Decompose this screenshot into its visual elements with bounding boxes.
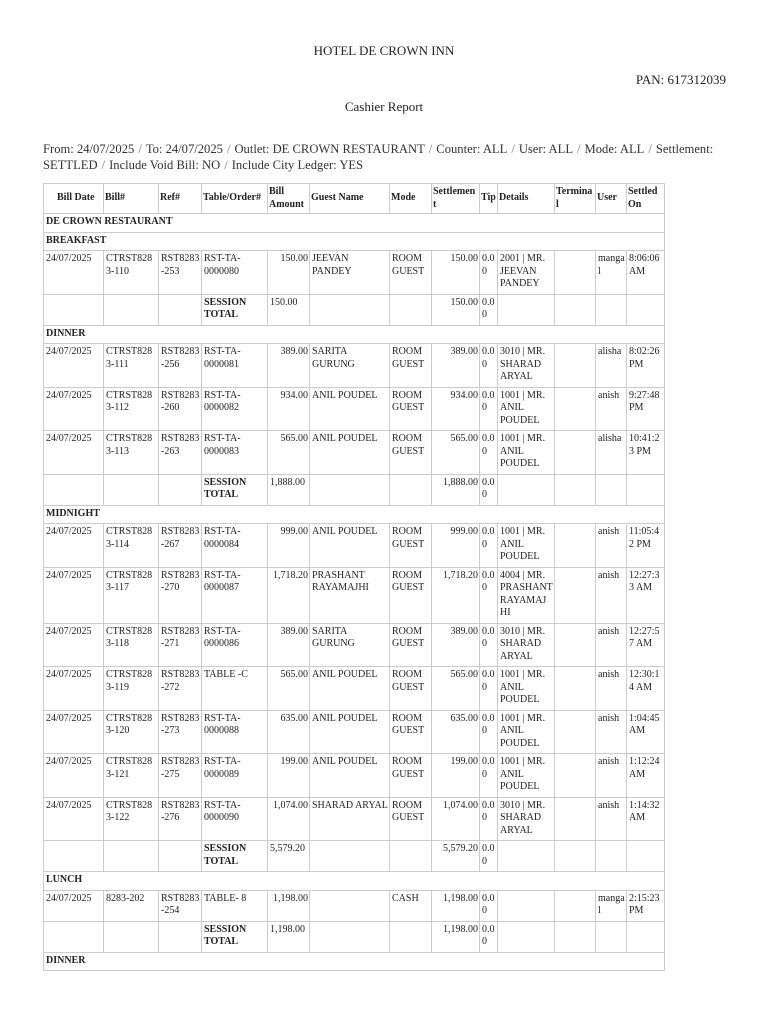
- cell-bill-amount: 1,198.00: [268, 890, 310, 921]
- cell-table-order: RST-TA-0000080: [202, 251, 268, 295]
- session-total-label: SESSION TOTAL: [202, 474, 268, 505]
- cell-tip: 0.00: [480, 797, 498, 841]
- table-header-row: [44, 184, 665, 214]
- cell-bill-amount: 199.00: [268, 754, 310, 798]
- cell-settlement: 635.00: [432, 710, 480, 754]
- empty-cell: [104, 294, 159, 325]
- table-row: [44, 754, 665, 798]
- cell-details: 1001 | MR. ANIL POUDEL: [498, 710, 555, 754]
- cell-bill-amount: 565.00: [268, 431, 310, 475]
- cell-mode: CASH: [390, 890, 432, 921]
- cell-settlement: 1,198.00: [432, 890, 480, 921]
- cell-guest-name: ANIL POUDEL: [310, 667, 390, 711]
- cell-bill-amount: 1,074.00: [268, 797, 310, 841]
- session-total-tip: 0.00: [480, 921, 498, 952]
- empty-cell: [44, 841, 104, 872]
- cell-settlement: 199.00: [432, 754, 480, 798]
- empty-cell: [44, 474, 104, 505]
- cell-table-order: RST-TA-0000088: [202, 710, 268, 754]
- empty-cell: [555, 921, 596, 952]
- cell-ref-number: RST8283-276: [159, 797, 202, 841]
- cell-bill-date: 24/07/2025: [44, 344, 104, 388]
- cell-details: 1001 | MR. ANIL POUDEL: [498, 667, 555, 711]
- table-row: [44, 567, 665, 623]
- table-row: [44, 710, 665, 754]
- cell-settlement: 150.00: [432, 251, 480, 295]
- cell-details: 2001 | MR. JEEVAN PANDEY: [498, 251, 555, 295]
- cell-bill-date: 24/07/2025: [44, 251, 104, 295]
- cell-bill-number: CTRST8283-121: [104, 754, 159, 798]
- cell-bill-date: 24/07/2025: [44, 567, 104, 623]
- session-total-tip: 0.00: [480, 841, 498, 872]
- empty-cell: [498, 294, 555, 325]
- table-row: [44, 251, 665, 295]
- empty-cell: [555, 474, 596, 505]
- cell-tip: 0.00: [480, 387, 498, 431]
- empty-cell: [555, 294, 596, 325]
- cell-table-order: RST-TA-0000084: [202, 524, 268, 568]
- cell-bill-number: CTRST8283-120: [104, 710, 159, 754]
- cell-settlement: 565.00: [432, 431, 480, 475]
- session-total-label: SESSION TOTAL: [202, 841, 268, 872]
- cell-user: anish: [596, 623, 627, 667]
- cell-mode: ROOM GUEST: [390, 797, 432, 841]
- cell-user: anish: [596, 797, 627, 841]
- col-guest-name: Guest Name: [310, 184, 390, 214]
- empty-cell: [104, 921, 159, 952]
- cell-guest-name: ANIL POUDEL: [310, 524, 390, 568]
- cell-terminal: [555, 431, 596, 475]
- session-total-amount: 1,198.00: [268, 921, 310, 952]
- cell-bill-amount: 389.00: [268, 344, 310, 388]
- cell-tip: 0.00: [480, 667, 498, 711]
- cell-terminal: [555, 754, 596, 798]
- cell-user: anish: [596, 754, 627, 798]
- cell-tip: 0.00: [480, 754, 498, 798]
- cell-bill-number: CTRST8283-114: [104, 524, 159, 568]
- cell-table-order: RST-TA-0000086: [202, 623, 268, 667]
- session-total-settlement: 1,198.00: [432, 921, 480, 952]
- cell-settlement: 389.00: [432, 623, 480, 667]
- section-header-row: [44, 214, 665, 233]
- cell-bill-date: 24/07/2025: [44, 524, 104, 568]
- cell-user: anish: [596, 524, 627, 568]
- cell-table-order: RST-TA-0000089: [202, 754, 268, 798]
- col-bill-date: Bill Date: [44, 184, 104, 214]
- section-label: BREAKFAST: [44, 232, 665, 251]
- cell-bill-number: CTRST8283-112: [104, 387, 159, 431]
- cell-terminal: [555, 890, 596, 921]
- filter-separator: /: [226, 142, 231, 156]
- col-details: Details: [498, 184, 555, 214]
- col-tip: Tip: [480, 184, 498, 214]
- pan-number: PAN: 617312039: [635, 72, 726, 87]
- cell-details: 3010 | MR. SHARAD ARYAL: [498, 344, 555, 388]
- empty-cell: [498, 474, 555, 505]
- cell-guest-name: [310, 890, 390, 921]
- filter-counter: Counter: ALL: [436, 142, 508, 156]
- col-terminal: Terminal: [555, 184, 596, 214]
- table-row: [44, 890, 665, 921]
- cell-ref-number: RST8283-271: [159, 623, 202, 667]
- cell-user: anish: [596, 567, 627, 623]
- cell-details: 1001 | MR. ANIL POUDEL: [498, 754, 555, 798]
- empty-cell: [390, 841, 432, 872]
- section-label: MIDNIGHT: [44, 505, 665, 524]
- cell-ref-number: RST8283-260: [159, 387, 202, 431]
- session-total-amount: 1,888.00: [268, 474, 310, 505]
- col-bill-number: Bill#: [104, 184, 159, 214]
- cell-bill-number: CTRST8283-119: [104, 667, 159, 711]
- cell-user: anish: [596, 667, 627, 711]
- filter-separator: /: [648, 142, 652, 156]
- cell-table-order: RST-TA-0000082: [202, 387, 268, 431]
- table-row: [44, 623, 665, 667]
- cell-settled-on: 12:27:57 AM: [627, 623, 665, 667]
- cell-ref-number: RST8283-263: [159, 431, 202, 475]
- cashier-report-table: [43, 183, 665, 971]
- session-total-tip: 0.00: [480, 474, 498, 505]
- cell-bill-date: 24/07/2025: [44, 431, 104, 475]
- cell-ref-number: RST8283-273: [159, 710, 202, 754]
- cell-tip: 0.00: [480, 710, 498, 754]
- filter-void-bill: Include Void Bill: NO: [109, 158, 221, 172]
- session-total-row: [44, 841, 665, 872]
- cell-mode: ROOM GUEST: [390, 431, 432, 475]
- section-label: LUNCH: [44, 872, 665, 891]
- cell-bill-amount: 999.00: [268, 524, 310, 568]
- cell-mode: ROOM GUEST: [390, 524, 432, 568]
- cell-terminal: [555, 667, 596, 711]
- empty-cell: [159, 921, 202, 952]
- cell-mode: ROOM GUEST: [390, 667, 432, 711]
- cell-bill-amount: 150.00: [268, 251, 310, 295]
- section-label: DE CROWN RESTAURANT: [44, 214, 665, 233]
- cell-settled-on: 11:05:42 PM: [627, 524, 665, 568]
- cell-ref-number: RST8283-254: [159, 890, 202, 921]
- cell-bill-date: 24/07/2025: [44, 797, 104, 841]
- filter-city-ledger: Include City Ledger: YES: [231, 158, 364, 172]
- col-ref-number: Ref#: [159, 184, 202, 214]
- session-total-label: SESSION TOTAL: [202, 294, 268, 325]
- cell-guest-name: PRASHANT RAYAMAJHI: [310, 567, 390, 623]
- section-header-row: [44, 872, 665, 891]
- cell-table-order: TABLE- 8: [202, 890, 268, 921]
- cell-tip: 0.00: [480, 251, 498, 295]
- cell-settled-on: 8:02:26 PM: [627, 344, 665, 388]
- section-header-row: [44, 952, 665, 971]
- cell-details: 1001 | MR. ANIL POUDEL: [498, 431, 555, 475]
- cell-settlement: 999.00: [432, 524, 480, 568]
- session-total-settlement: 5,579.20: [432, 841, 480, 872]
- cell-user: anish: [596, 387, 627, 431]
- cell-settled-on: 10:41:23 PM: [627, 431, 665, 475]
- cell-terminal: [555, 623, 596, 667]
- report-title: Cashier Report: [344, 99, 424, 114]
- empty-cell: [555, 841, 596, 872]
- cell-mode: ROOM GUEST: [390, 251, 432, 295]
- cell-bill-date: 24/07/2025: [44, 387, 104, 431]
- section-header-row: [44, 232, 665, 251]
- table-row: [44, 524, 665, 568]
- cell-terminal: [555, 710, 596, 754]
- cell-bill-number: CTRST8283-110: [104, 251, 159, 295]
- cell-bill-date: 24/07/2025: [44, 890, 104, 921]
- cell-settled-on: 1:12:24 AM: [627, 754, 665, 798]
- session-total-amount: 5,579.20: [268, 841, 310, 872]
- cell-details: 3010 | MR. SHARAD ARYAL: [498, 797, 555, 841]
- cell-bill-date: 24/07/2025: [44, 710, 104, 754]
- filter-from: From: 24/07/2025: [43, 142, 135, 156]
- cell-user: alisha: [596, 344, 627, 388]
- empty-cell: [390, 921, 432, 952]
- cell-settled-on: 1:04:45 AM: [627, 710, 665, 754]
- cell-bill-amount: 1,718.20: [268, 567, 310, 623]
- cell-tip: 0.00: [480, 344, 498, 388]
- col-settlement: Settlement: [432, 184, 480, 214]
- cell-guest-name: ANIL POUDEL: [310, 431, 390, 475]
- cell-details: 3010 | MR. SHARAD ARYAL: [498, 623, 555, 667]
- section-label: DINNER: [44, 325, 665, 344]
- filter-separator: /: [224, 158, 228, 172]
- session-total-amount: 150.00: [268, 294, 310, 325]
- session-total-settlement: 150.00: [432, 294, 480, 325]
- empty-cell: [627, 841, 665, 872]
- table-row: [44, 431, 665, 475]
- filter-user: User: ALL: [518, 142, 574, 156]
- empty-cell: [159, 474, 202, 505]
- cell-settled-on: 9:27:48 PM: [627, 387, 665, 431]
- cell-settlement: 565.00: [432, 667, 480, 711]
- cell-user: mangal: [596, 890, 627, 921]
- cell-terminal: [555, 251, 596, 295]
- cell-bill-date: 24/07/2025: [44, 754, 104, 798]
- empty-cell: [627, 474, 665, 505]
- cell-user: anish: [596, 710, 627, 754]
- cell-details: 1001 | MR. ANIL POUDEL: [498, 387, 555, 431]
- cell-guest-name: ANIL POUDEL: [310, 387, 390, 431]
- cell-settled-on: 2:15:23 PM: [627, 890, 665, 921]
- cell-settlement: 934.00: [432, 387, 480, 431]
- cell-tip: 0.00: [480, 890, 498, 921]
- cell-settled-on: 12:30:14 AM: [627, 667, 665, 711]
- cell-mode: ROOM GUEST: [390, 387, 432, 431]
- cell-details: 4004 | MR. PRASHANT RAYAMAJHI: [498, 567, 555, 623]
- cell-tip: 0.00: [480, 567, 498, 623]
- cell-settlement: 1,074.00: [432, 797, 480, 841]
- cell-settled-on: 8:06:06 AM: [627, 251, 665, 295]
- cell-bill-amount: 389.00: [268, 623, 310, 667]
- cell-table-order: RST-TA-0000081: [202, 344, 268, 388]
- table-row: [44, 344, 665, 388]
- cell-ref-number: RST8283-253: [159, 251, 202, 295]
- empty-cell: [596, 921, 627, 952]
- cell-mode: ROOM GUEST: [390, 710, 432, 754]
- empty-cell: [390, 294, 432, 325]
- session-total-tip: 0.00: [480, 294, 498, 325]
- empty-cell: [596, 294, 627, 325]
- cell-bill-number: CTRST8283-111: [104, 344, 159, 388]
- cell-bill-number: 8283-202: [104, 890, 159, 921]
- empty-cell: [596, 841, 627, 872]
- session-total-settlement: 1,888.00: [432, 474, 480, 505]
- cell-bill-date: 24/07/2025: [44, 623, 104, 667]
- filter-outlet: Outlet: DE CROWN RESTAURANT: [234, 142, 425, 156]
- cell-bill-number: CTRST8283-118: [104, 623, 159, 667]
- empty-cell: [498, 921, 555, 952]
- table-row: [44, 667, 665, 711]
- empty-cell: [159, 294, 202, 325]
- empty-cell: [159, 841, 202, 872]
- cell-ref-number: RST8283-267: [159, 524, 202, 568]
- cell-settled-on: 1:14:32 AM: [627, 797, 665, 841]
- cell-settlement: 389.00: [432, 344, 480, 388]
- cell-table-order: RST-TA-0000090: [202, 797, 268, 841]
- empty-cell: [498, 841, 555, 872]
- cell-guest-name: ANIL POUDEL: [310, 754, 390, 798]
- cell-guest-name: SARITA GURUNG: [310, 344, 390, 388]
- section-header-row: [44, 325, 665, 344]
- cell-terminal: [555, 524, 596, 568]
- cell-terminal: [555, 567, 596, 623]
- col-settled-on: Settled On: [627, 184, 665, 214]
- cell-bill-number: CTRST8283-117: [104, 567, 159, 623]
- cell-terminal: [555, 387, 596, 431]
- cell-guest-name: JEEVAN PANDEY: [310, 251, 390, 295]
- cell-user: mangal: [596, 251, 627, 295]
- empty-cell: [310, 921, 390, 952]
- empty-cell: [596, 474, 627, 505]
- section-header-row: [44, 505, 665, 524]
- table-row: [44, 387, 665, 431]
- cell-tip: 0.00: [480, 623, 498, 667]
- cell-table-order: RST-TA-0000083: [202, 431, 268, 475]
- cell-guest-name: ANIL POUDEL: [310, 710, 390, 754]
- hotel-name: HOTEL DE CROWN INN: [313, 43, 455, 58]
- cell-bill-number: CTRST8283-122: [104, 797, 159, 841]
- report-filters: [43, 141, 733, 173]
- cell-details: [498, 890, 555, 921]
- col-mode: Mode: [390, 184, 432, 214]
- cell-settled-on: 12:27:33 AM: [627, 567, 665, 623]
- filter-separator: /: [138, 142, 142, 156]
- cell-details: 1001 | MR. ANIL POUDEL: [498, 524, 555, 568]
- session-total-label: SESSION TOTAL: [202, 921, 268, 952]
- filter-mode: Mode: ALL: [584, 142, 645, 156]
- empty-cell: [44, 294, 104, 325]
- cell-mode: ROOM GUEST: [390, 754, 432, 798]
- empty-cell: [310, 474, 390, 505]
- empty-cell: [627, 921, 665, 952]
- table-body: [44, 214, 665, 971]
- cell-bill-amount: 565.00: [268, 667, 310, 711]
- table-row: [44, 797, 665, 841]
- section-label: DINNER: [44, 952, 665, 971]
- empty-cell: [627, 294, 665, 325]
- empty-cell: [104, 474, 159, 505]
- col-table-order: Table/Order#: [202, 184, 268, 214]
- session-total-row: [44, 474, 665, 505]
- empty-cell: [390, 474, 432, 505]
- col-user: User: [596, 184, 627, 214]
- cell-bill-date: 24/07/2025: [44, 667, 104, 711]
- cell-mode: ROOM GUEST: [390, 567, 432, 623]
- empty-cell: [104, 841, 159, 872]
- filter-separator: /: [428, 142, 433, 156]
- empty-cell: [310, 841, 390, 872]
- empty-cell: [310, 294, 390, 325]
- cell-user: alisha: [596, 431, 627, 475]
- cell-table-order: RST-TA-0000087: [202, 567, 268, 623]
- cell-terminal: [555, 344, 596, 388]
- cell-mode: ROOM GUEST: [390, 344, 432, 388]
- cell-tip: 0.00: [480, 524, 498, 568]
- session-total-row: [44, 294, 665, 325]
- cell-table-order: TABLE -C: [202, 667, 268, 711]
- cell-mode: ROOM GUEST: [390, 623, 432, 667]
- cell-ref-number: RST8283-275: [159, 754, 202, 798]
- filter-separator: /: [101, 158, 106, 172]
- filter-separator: /: [577, 142, 581, 156]
- session-total-row: [44, 921, 665, 952]
- cell-tip: 0.00: [480, 431, 498, 475]
- cell-settlement: 1,718.20: [432, 567, 480, 623]
- cell-bill-amount: 934.00: [268, 387, 310, 431]
- cell-guest-name: SHARAD ARYAL: [310, 797, 390, 841]
- cell-ref-number: RST8283-270: [159, 567, 202, 623]
- cell-ref-number: RST8283-272: [159, 667, 202, 711]
- filter-to: To: 24/07/2025: [145, 142, 223, 156]
- cell-bill-amount: 635.00: [268, 710, 310, 754]
- col-bill-amount: Bill Amount: [268, 184, 310, 214]
- filter-settlement: Settlement: SETTLED: [43, 142, 714, 172]
- cell-terminal: [555, 797, 596, 841]
- cell-ref-number: RST8283-256: [159, 344, 202, 388]
- cell-guest-name: SARITA GURUNG: [310, 623, 390, 667]
- filter-separator: /: [511, 142, 515, 156]
- cell-bill-number: CTRST8283-113: [104, 431, 159, 475]
- empty-cell: [44, 921, 104, 952]
